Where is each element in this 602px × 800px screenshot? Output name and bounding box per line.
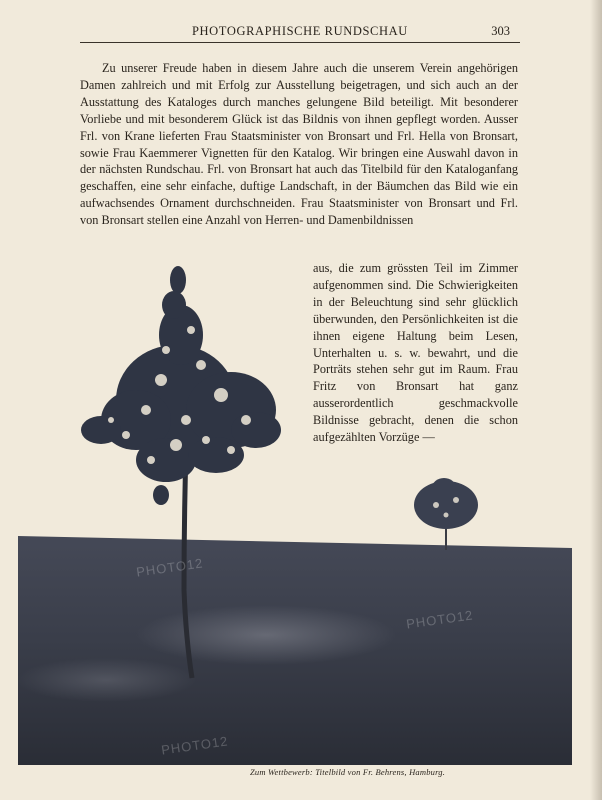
- page-number: 303: [491, 24, 510, 38]
- figure-caption: Zum Wettbewerb: Titelbild von Fr. Behrens, Hamburg.: [250, 767, 446, 777]
- page-edge-shadow: [590, 0, 602, 800]
- wrapped-paragraph: aus, die zum grössten Teil im Zimmer aufgenommen sind. Die Schwierigkeiten in der Beleuchtung sind sehr glücklich überwunden, den Persönlichkeiten ist die ihnen eigene Haltung beim Lesen, Unterhalten u. s. w. bewahrt, und die Porträts stehen sehr gut im Raum. Frau Fritz von Bronsart hat ganz ausserordentlich geschmackvolle Bildnisse gebracht, denen die schon aufgezählten Vorzüge —: [313, 261, 518, 445]
- watermark: PHOTO12: [160, 733, 230, 758]
- running-header: [80, 24, 520, 43]
- small-tree: [414, 478, 478, 550]
- watermark: PHOTO12: [405, 607, 475, 632]
- sunlit-patch: [136, 605, 396, 665]
- watermark: PHOTO12: [135, 555, 205, 580]
- running-title: PHOTOGRAPHISCHE RUNDSCHAU: [192, 24, 408, 38]
- sunlit-patch: [16, 658, 196, 702]
- main-paragraph: Zu unserer Freude haben in diesem Jahre auch die unserem Verein angehörigen Damen zahlreich und mit Erfolg zur Ausstellung beigetragen, und sich auch an der Ausstattung des Kataloges durch manches gelungene Bild beteiligt. Mit besonderer Vorliebe und mit besonderem Glück ist das Bildnis von ihnen gepflegt worden. Ausser Frl. von Krane lieferten Frau Staatsminister von Bronsart und Frl. Hella von Bronsart, sowie Frau Kaemmerer Vignetten für den Katalog. Wir bringen eine Auswahl davon in der nächsten Rundschau. Frl. von Bronsart hat auch das Titelbild für den Kataloganfang geschaffen, eine sehr einfache, duftige Landschaft, in der Bäumchen das Bild wie ein aufwachsendes Ornament durchschneiden. Frau Staatsminister von Bronsart und Frl. von Bronsart stellen eine Anzahl von Herren- und Damenbildnissen: [80, 61, 518, 228]
